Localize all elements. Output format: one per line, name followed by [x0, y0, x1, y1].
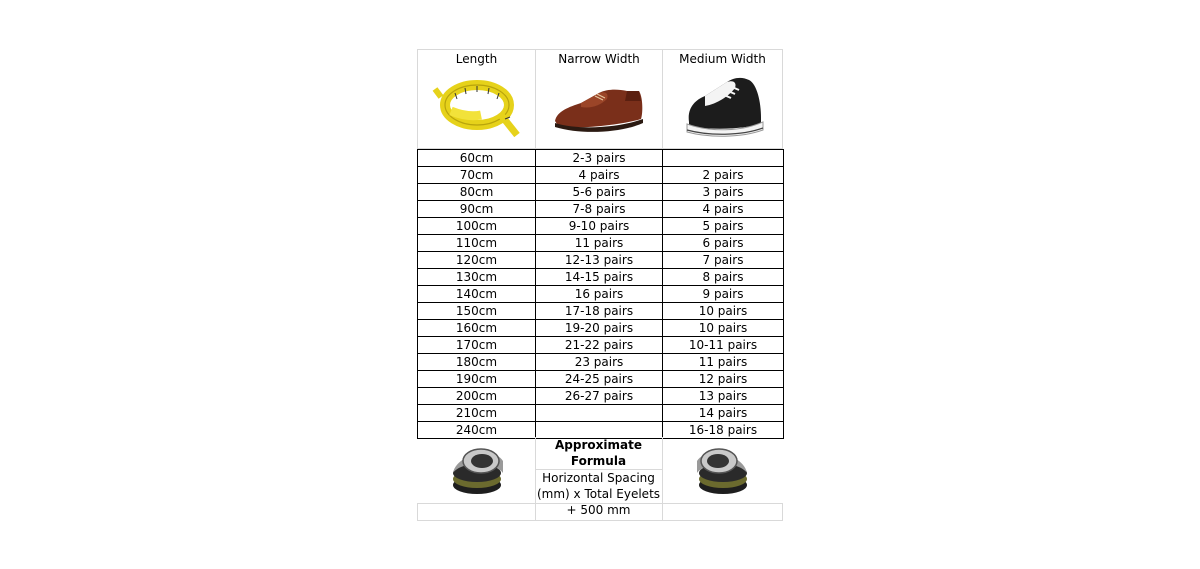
table-row	[418, 269, 784, 286]
cell-medium: 4 pairs	[663, 201, 784, 218]
cell-narrow: 2-3 pairs	[536, 150, 663, 167]
table-row	[418, 184, 784, 201]
cell-narrow: 9-10 pairs	[536, 218, 663, 235]
header-narrow	[535, 49, 663, 149]
cell-medium: 11 pairs	[663, 354, 784, 371]
cell-medium: 12 pairs	[663, 371, 784, 388]
cell-narrow: 12-13 pairs	[536, 252, 663, 269]
cell-length: 60cm	[418, 150, 536, 167]
tape-measure-icon	[418, 70, 535, 144]
header-medium-label: Medium Width	[679, 52, 766, 66]
cell-narrow: 26-27 pairs	[536, 388, 663, 405]
eyelet-icon	[417, 437, 536, 503]
cell-length: 170cm	[418, 337, 536, 354]
cell-medium: 10 pairs	[663, 320, 784, 337]
formula-title: Approximate Formula	[555, 438, 642, 468]
cell-medium: 10 pairs	[663, 303, 784, 320]
cell-length: 90cm	[418, 201, 536, 218]
table-row	[418, 405, 784, 422]
cell-length: 210cm	[418, 405, 536, 422]
table-row	[418, 388, 784, 405]
cell-medium: 2 pairs	[663, 167, 784, 184]
cell-medium: 9 pairs	[663, 286, 784, 303]
cell-length: 140cm	[418, 286, 536, 303]
empty-cell	[662, 503, 783, 521]
table-row	[418, 201, 784, 218]
cell-narrow: 17-18 pairs	[536, 303, 663, 320]
eyelet-icon	[662, 437, 783, 503]
table-row	[418, 286, 784, 303]
cell-narrow: 7-8 pairs	[536, 201, 663, 218]
cell-narrow	[536, 405, 663, 422]
table-row	[418, 354, 784, 371]
table-row	[418, 303, 784, 320]
dress-shoe-icon	[536, 70, 662, 144]
cell-narrow: 24-25 pairs	[536, 371, 663, 388]
cell-length: 240cm	[418, 422, 536, 439]
sneaker-icon	[663, 70, 782, 144]
cell-narrow: 19-20 pairs	[536, 320, 663, 337]
cell-narrow	[536, 422, 663, 439]
header-narrow-label: Narrow Width	[558, 52, 640, 66]
cell-medium: 7 pairs	[663, 252, 784, 269]
formula-line: + 500 mm	[566, 503, 631, 517]
empty-cell	[535, 503, 663, 521]
cell-length: 120cm	[418, 252, 536, 269]
table-row	[418, 218, 784, 235]
table-row	[418, 422, 784, 439]
table-row	[418, 150, 784, 167]
header-length	[417, 49, 536, 149]
table-row	[418, 235, 784, 252]
cell-length: 130cm	[418, 269, 536, 286]
cell-length: 150cm	[418, 303, 536, 320]
lace-size-chart	[417, 49, 783, 521]
table-row	[418, 320, 784, 337]
cell-narrow: 4 pairs	[536, 167, 663, 184]
cell-medium: 3 pairs	[663, 184, 784, 201]
formula-line: (mm) x Total Eyelets	[536, 487, 661, 501]
table-row	[418, 337, 784, 354]
table-row	[418, 371, 784, 388]
table-row	[418, 167, 784, 184]
formula-line: Horizontal Spacing	[535, 469, 662, 486]
cell-narrow: 14-15 pairs	[536, 269, 663, 286]
header-medium	[662, 49, 783, 149]
cell-length: 100cm	[418, 218, 536, 235]
cell-medium: 8 pairs	[663, 269, 784, 286]
cell-length: 160cm	[418, 320, 536, 337]
cell-medium: 16-18 pairs	[663, 422, 784, 439]
cell-medium: 13 pairs	[663, 388, 784, 405]
cell-length: 180cm	[418, 354, 536, 371]
cell-narrow: 21-22 pairs	[536, 337, 663, 354]
cell-length: 70cm	[418, 167, 536, 184]
cell-length: 110cm	[418, 235, 536, 252]
cell-narrow: 16 pairs	[536, 286, 663, 303]
cell-length: 200cm	[418, 388, 536, 405]
cell-narrow: 11 pairs	[536, 235, 663, 252]
header-length-label: Length	[455, 52, 498, 66]
cell-medium: 6 pairs	[663, 235, 784, 252]
size-table	[417, 149, 784, 439]
cell-narrow: 5-6 pairs	[536, 184, 663, 201]
cell-medium	[663, 150, 784, 167]
empty-cell	[417, 503, 536, 521]
table-row	[418, 252, 784, 269]
cell-narrow: 23 pairs	[536, 354, 663, 371]
cell-medium: 10-11 pairs	[663, 337, 784, 354]
cell-length: 80cm	[418, 184, 536, 201]
cell-medium: 14 pairs	[663, 405, 784, 422]
cell-medium: 5 pairs	[663, 218, 784, 235]
cell-length: 190cm	[418, 371, 536, 388]
